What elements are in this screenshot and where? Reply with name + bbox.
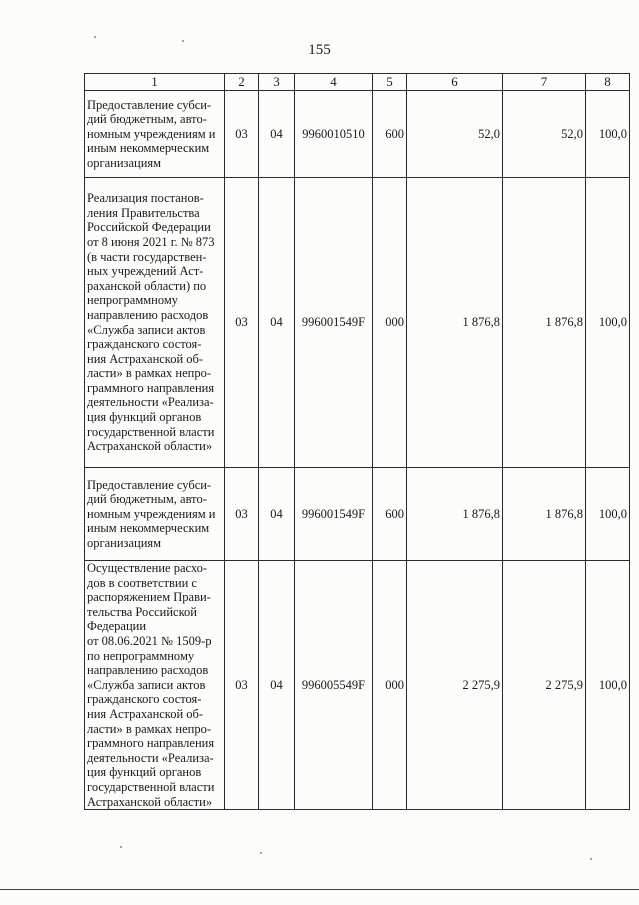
description-line: направлению расходов <box>87 307 209 322</box>
description-line: дий бюджетным, авто- <box>87 492 207 507</box>
subsection-code: 04 <box>259 561 295 810</box>
description-line: Астраханской области» <box>87 794 213 809</box>
header-cell-7: 7 <box>503 74 586 91</box>
planned-amount: 2 275,9 <box>407 561 503 810</box>
target-article-code: 9960010510 <box>295 91 373 178</box>
description-line: распоряжением Прави- <box>87 590 211 605</box>
subsection-code: 04 <box>259 468 295 561</box>
description-line: «Служба записи актов <box>87 322 206 337</box>
description-line: номным учреждениям и <box>87 506 216 521</box>
description-line: ния Астраханской об- <box>87 706 204 721</box>
planned-amount: 52,0 <box>407 91 503 178</box>
description-line: государственной власти <box>87 779 215 794</box>
execution-percent: 100,0 <box>586 468 630 561</box>
page-number: 155 <box>308 42 331 58</box>
executed-amount: 2 275,9 <box>503 561 586 810</box>
description-line: (в части государствен- <box>87 249 207 264</box>
row-description <box>85 91 225 178</box>
description-line: иным некоммерческим <box>87 521 210 536</box>
subsection-code: 04 <box>259 178 295 468</box>
row-description <box>85 178 225 468</box>
description-line: тельства Российской <box>87 604 197 619</box>
description-line: ласти» в рамках непро- <box>87 721 211 736</box>
section-code: 03 <box>225 468 259 561</box>
table-row <box>85 561 630 810</box>
table-row <box>85 178 630 468</box>
description-line: организациям <box>87 155 162 170</box>
description-line: Реализация постанов- <box>87 191 204 206</box>
target-article-code: 996005549F <box>295 561 373 810</box>
description-line: Предоставление субси- <box>87 97 212 112</box>
scan-speck <box>260 852 262 854</box>
description-line: ция функций органов <box>87 410 202 425</box>
description-line: ласти» в рамках непро- <box>87 366 211 381</box>
description-line: Осуществление расхо- <box>87 561 208 575</box>
description-line: раханской области) по <box>87 278 207 293</box>
header-cell-2: 2 <box>225 74 259 91</box>
description-line: Астраханской области» <box>87 439 213 454</box>
description-line: номным учреждениям и <box>87 126 216 141</box>
description-line: деятельности «Реализа- <box>87 395 214 410</box>
section-code: 03 <box>225 178 259 468</box>
expense-type-code: 600 <box>373 91 407 178</box>
section-code: 03 <box>225 561 259 810</box>
target-article-code: 996001549F <box>295 468 373 561</box>
description-line: организациям <box>87 535 162 550</box>
expense-type-code: 600 <box>373 468 407 561</box>
header-cell-6: 6 <box>407 74 503 91</box>
description-line: ния Астраханской об- <box>87 351 204 366</box>
row-description <box>85 561 225 810</box>
description-line: Предоставление субси- <box>87 477 212 492</box>
budget-table <box>84 73 630 810</box>
description-line: непрограммному <box>87 293 179 308</box>
scan-speck <box>182 40 184 42</box>
description-line: дов в соответствии с <box>87 575 197 590</box>
expense-type-code: 000 <box>373 178 407 468</box>
description-line: дий бюджетным, авто- <box>87 112 207 127</box>
header-cell-1: 1 <box>85 74 225 91</box>
executed-amount: 1 876,8 <box>503 468 586 561</box>
execution-percent: 100,0 <box>586 91 630 178</box>
description-line: ция функций органов <box>87 765 202 780</box>
header-row <box>85 74 630 91</box>
executed-amount: 52,0 <box>503 91 586 178</box>
description-line: ления Правительства <box>87 205 200 220</box>
execution-percent: 100,0 <box>586 178 630 468</box>
description-line: ных учреждений Аст- <box>87 264 204 279</box>
description-line: от 8 июня 2021 г. № 873 <box>87 234 215 249</box>
header-cell-3: 3 <box>259 74 295 91</box>
description-line: граммного направления <box>87 380 215 395</box>
planned-amount: 1 876,8 <box>407 178 503 468</box>
scan-speck <box>94 36 96 38</box>
header-cell-5: 5 <box>373 74 407 91</box>
table-row <box>85 468 630 561</box>
description-line: иным некоммерческим <box>87 141 210 156</box>
description-line: по непрограммному <box>87 648 195 663</box>
description-line: Российской Федерации <box>87 220 211 235</box>
description-line: граммного направления <box>87 736 215 751</box>
executed-amount: 1 876,8 <box>503 178 586 468</box>
description-line: Федерации <box>87 619 147 634</box>
description-line: деятельности «Реализа- <box>87 750 214 765</box>
row-description <box>85 468 225 561</box>
footer-rule <box>0 889 639 890</box>
planned-amount: 1 876,8 <box>407 468 503 561</box>
scan-speck <box>120 846 122 848</box>
description-line: «Служба записи актов <box>87 677 206 692</box>
header-cell-8: 8 <box>586 74 630 91</box>
description-line: гражданского состоя- <box>87 692 202 707</box>
header-cell-4: 4 <box>295 74 373 91</box>
scan-speck <box>590 858 592 860</box>
description-line: от 08.06.2021 № 1509-р <box>87 633 212 648</box>
section-code: 03 <box>225 91 259 178</box>
execution-percent: 100,0 <box>586 561 630 810</box>
table-row <box>85 91 630 178</box>
description-line: гражданского состоя- <box>87 337 202 352</box>
expense-type-code: 000 <box>373 561 407 810</box>
description-line: направлению расходов <box>87 663 209 678</box>
target-article-code: 996001549F <box>295 178 373 468</box>
description-line: государственной власти <box>87 424 215 439</box>
subsection-code: 04 <box>259 91 295 178</box>
